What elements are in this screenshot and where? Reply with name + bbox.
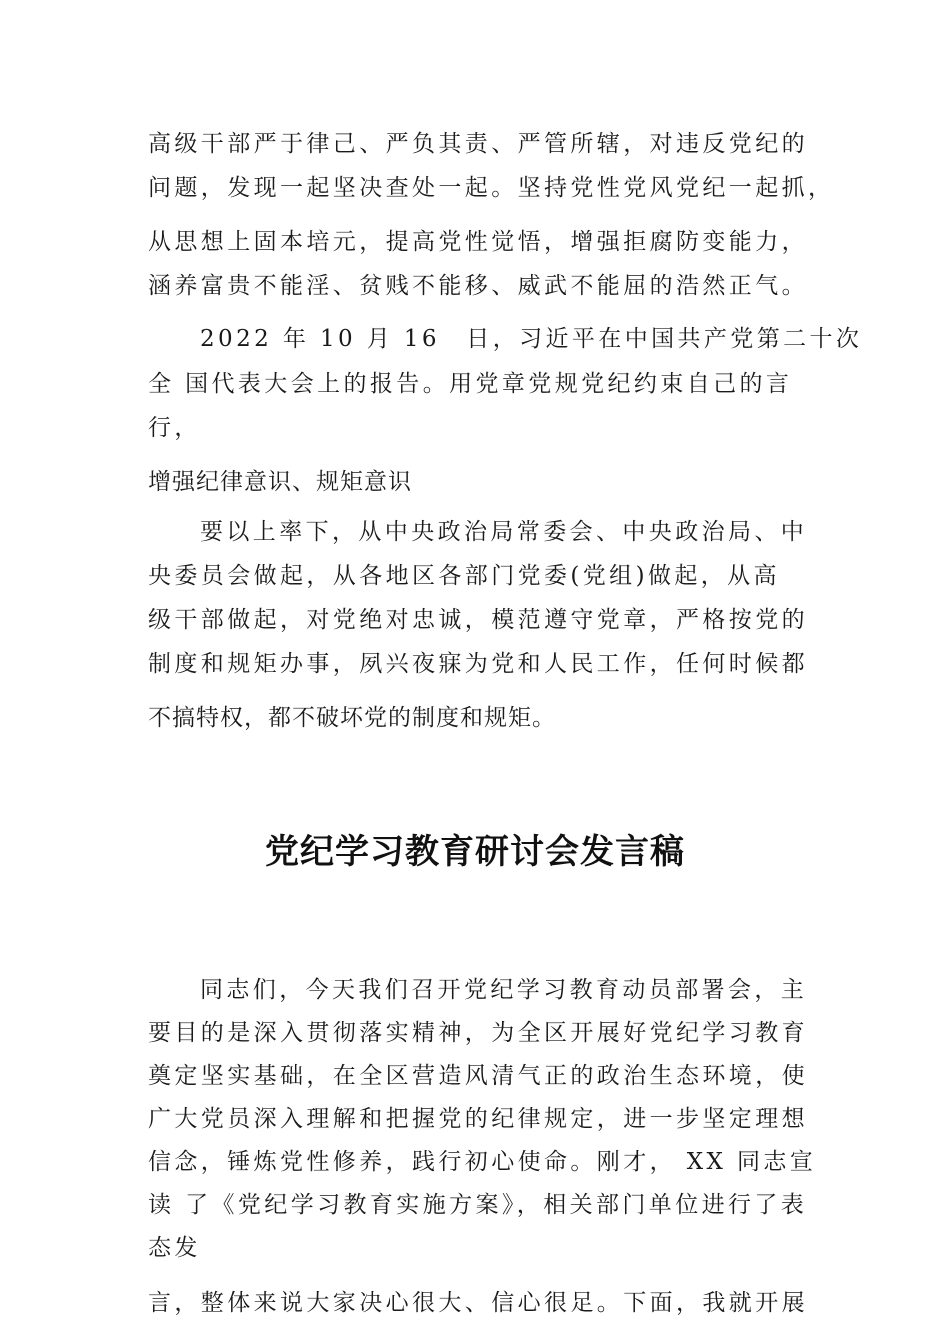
paragraph-line: 言，整体来说大家决心很大、信心很足。下面，我就开展 — [148, 1290, 808, 1316]
paragraph-line: 同志们，今天我们召开党纪学习教育动员部署会，主 — [200, 977, 808, 1003]
paragraph-line: 要目的是深入贯彻落实精神，为全区开展好党纪学习教育 — [148, 1020, 808, 1046]
paragraph-line: 高级干部严于律己、严负其责、严管所辖，对违反党纪的 — [148, 131, 808, 157]
paragraph-line: 行， — [148, 415, 201, 441]
paragraph-line: 问题，发现一起坚决查处一起。坚持党性党风党纪一起抓， — [148, 175, 835, 201]
paragraph-line: 读 了《党纪学习教育实施方案》，相关部门单位进行了表 — [148, 1192, 808, 1218]
paragraph-line: 态发 — [148, 1235, 201, 1261]
paragraph-line: 制度和规矩办事，夙兴夜寐为党和人民工作，任何时候都 — [148, 651, 808, 677]
paragraph-line: 级干部做起，对党绝对忠诚，模范遵守党章，严格按党的 — [148, 607, 808, 633]
page-title: 党纪学习教育研讨会发言稿 — [265, 832, 685, 872]
paragraph-line: 全 国代表大会上的报告。用党章党规党纪约束自己的言 — [148, 371, 793, 397]
section-heading: 增强纪律意识、规矩意识 — [148, 469, 412, 495]
paragraph-line: 涵养富贵不能淫、贫贱不能移、威武不能屈的浩然正气。 — [148, 273, 808, 299]
paragraph-line: 广大党员深入理解和把握党的纪律规定，进一步坚定理想 — [148, 1106, 808, 1132]
paragraph-line: 要以上率下，从中央政治局常委会、中央政治局、中 — [200, 519, 808, 545]
paragraph-line: 2022 年 10 月 16 日，习近平在中国共产党第二十次 — [200, 326, 863, 352]
paragraph-line: 央委员会做起，从各地区各部门党委(党组)做起，从高 — [148, 563, 780, 589]
paragraph-line: 不搞特权，都不破坏党的制度和规矩。 — [148, 705, 556, 731]
paragraph-line: 信念，锤炼党性修养，践行初心使命。刚才， XX 同志宣 — [148, 1149, 817, 1175]
paragraph-line: 奠定坚实基础，在全区营造风清气正的政治生态环境，使 — [148, 1063, 808, 1089]
paragraph-line: 从思想上固本培元，提高党性觉悟，增强拒腐防变能力， — [148, 229, 808, 255]
